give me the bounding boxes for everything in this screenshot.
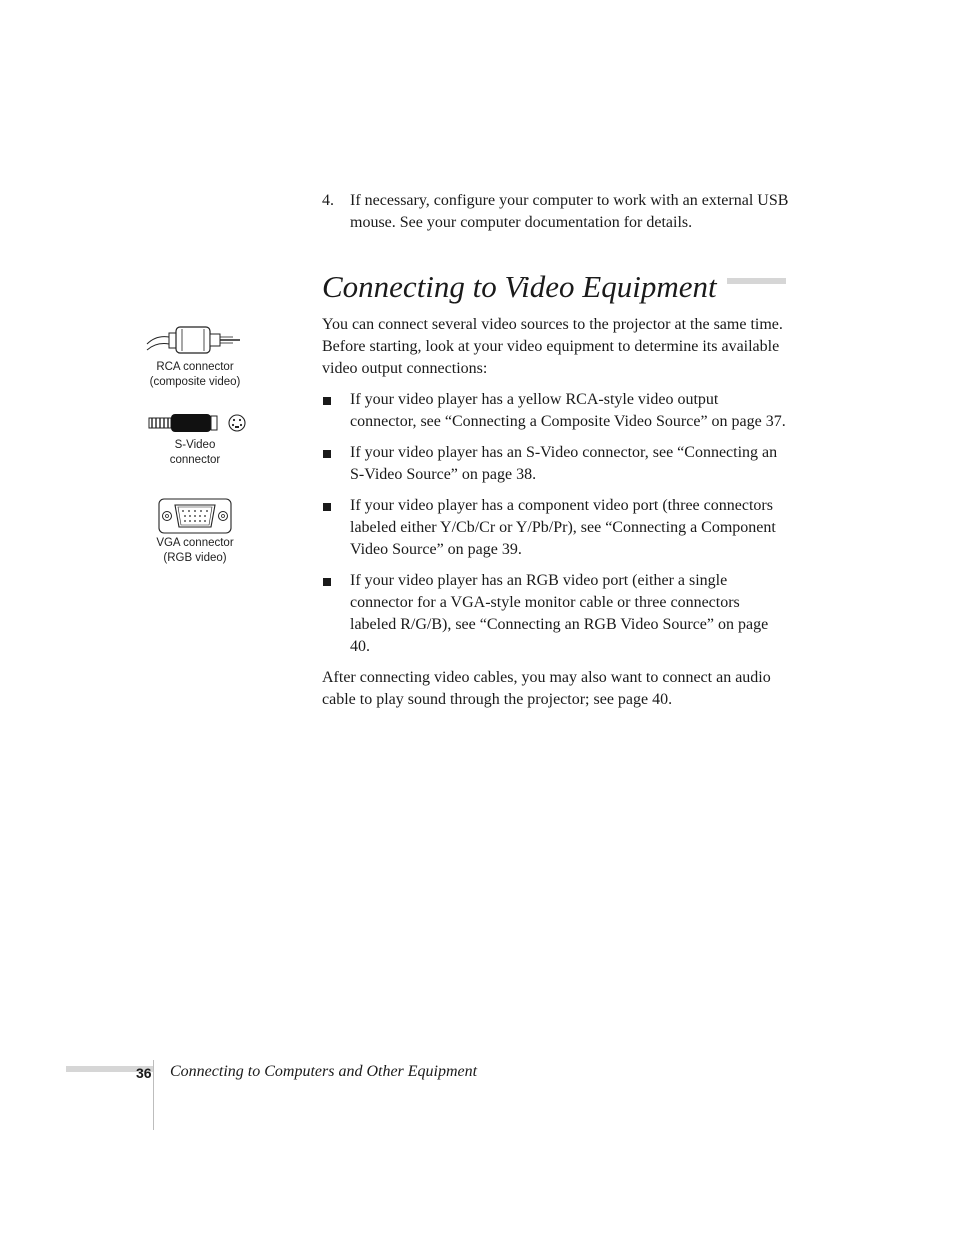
page-number: 36 (136, 1065, 152, 1081)
list-item (322, 442, 788, 486)
svideo-caption-line1: S-Video (174, 439, 216, 451)
svideo-caption-line2: connector (169, 454, 221, 466)
bullet-text: If your video player has an RGB video port (either a single connector for a VGA-style monitor cable or three connectors labeled R/G/B), see “Connecting an RGB Video Source” on page 40. (350, 572, 769, 655)
svideo-connector-figure (130, 408, 260, 468)
bullet-text: If your video player has a yellow RCA-style video output connector, see “Connecting a Composite Video Source” on page 37. (350, 391, 786, 430)
rca-caption-line1: RCA connector (156, 361, 234, 373)
bullet-text: If your video player has a component video port (three connectors labeled either Y/Cb/Cr or Y/Pb/Pr), see “Connecting a Component Video Source” on page 39. (350, 497, 776, 558)
list-item (322, 570, 788, 658)
body-column (322, 314, 788, 720)
bullet-list (322, 389, 788, 658)
step-4 (322, 190, 792, 234)
chapter-title: Connecting to Computers and Other Equipment (170, 1063, 478, 1080)
step-number: 4. (322, 192, 334, 209)
vga-caption-line2: (RGB video) (163, 552, 227, 564)
square-bullet-icon (323, 503, 331, 511)
rca-connector-icon (145, 322, 245, 360)
closing-paragraph: After connecting video cables, you may also want to connect an audio cable to play sound through the projector; see page 40. (322, 669, 771, 708)
list-item (322, 389, 788, 433)
step-text: If necessary, configure your computer to work with an external USB mouse. See your computer documentation for details. (350, 192, 789, 231)
vga-connector-icon (158, 496, 232, 536)
square-bullet-icon (323, 450, 331, 458)
vga-connector-figure (130, 496, 260, 566)
svideo-connector-icon (143, 408, 247, 438)
bullet-text: If your video player has an S-Video connector, see “Connecting an S-Video Source” on page 38. (350, 444, 778, 483)
vga-caption-line1: VGA connector (156, 537, 234, 549)
list-item (322, 495, 788, 561)
rca-connector-figure (130, 322, 260, 390)
intro-paragraph: You can connect several video sources to the projector at the same time. Before starting, look at your video equipment to determine its available video output connections: (322, 316, 783, 377)
section-title: Connecting to Video Equipment (322, 266, 727, 308)
rca-caption-line2: (composite video) (149, 376, 241, 388)
footer-divider (153, 1060, 154, 1130)
square-bullet-icon (323, 397, 331, 405)
square-bullet-icon (323, 578, 331, 586)
